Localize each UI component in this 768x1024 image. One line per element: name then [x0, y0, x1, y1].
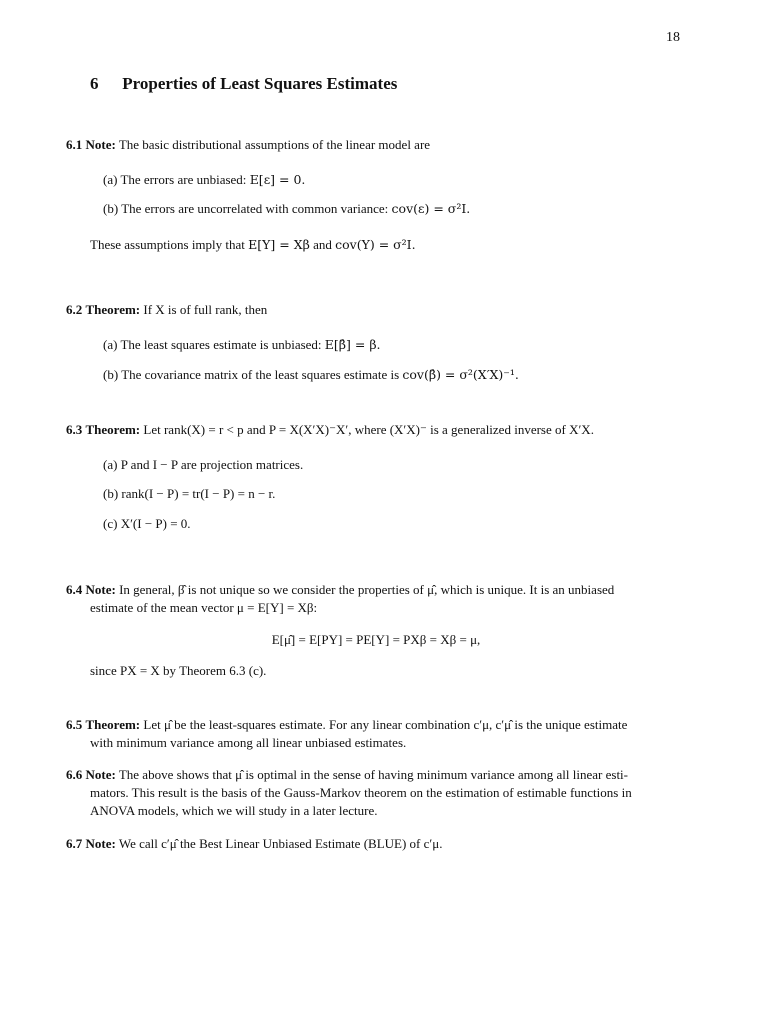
- note-6-1-label: 6.1: [66, 137, 83, 152]
- item-label: (b): [103, 201, 119, 216]
- implication-math-cov: cov(Y) = σ²I.: [335, 237, 416, 252]
- note-6-6-label: 6.6: [66, 767, 83, 782]
- theorem-6-2-item-a: [103, 336, 693, 354]
- theorem-6-3-item-c: [103, 515, 693, 533]
- note-6-4-equation: E[μ̂] = E[PY] = PE[Y] = PXβ = Xβ = μ,: [271, 632, 481, 647]
- theorem-6-5-kind: Theorem:: [85, 717, 141, 732]
- note-6-7: [66, 835, 686, 853]
- theorem-6-3: [66, 421, 686, 439]
- item-text: The covariance matrix of the least squares estimate is: [121, 367, 400, 382]
- theorem-6-2-text: If X is of full rank, then: [143, 302, 268, 317]
- item-label: (a): [103, 337, 118, 352]
- item-label: (b): [103, 367, 119, 382]
- note-6-4-label: 6.4: [66, 582, 83, 597]
- note-6-6: [66, 766, 686, 820]
- theorem-6-3-label: 6.3: [66, 422, 83, 437]
- section-heading: [90, 74, 397, 94]
- item-text: The errors are unbiased:: [120, 172, 247, 187]
- theorem-6-2-label: 6.2: [66, 302, 83, 317]
- note-6-6-line2: mators. This result is the basis of the Gauss-Markov theorem on the estimation of estimable functions in: [90, 785, 632, 800]
- note-6-4-kind: Note:: [85, 582, 116, 597]
- item-math: E[ε] = 0.: [249, 172, 306, 187]
- item-math: cov(β̂) = σ²(X′X)⁻¹.: [402, 367, 519, 382]
- theorem-6-3-item-a: [103, 456, 693, 474]
- note-6-6-kind: Note:: [85, 767, 116, 782]
- item-text: rank(I − P) = tr(I − P) = n − r.: [121, 486, 276, 501]
- note-6-1-kind: Note:: [85, 137, 116, 152]
- note-6-4-line2: estimate of the mean vector μ = E[Y] = Xβ:: [90, 600, 318, 615]
- theorem-6-3-item-b: [103, 485, 693, 503]
- theorem-6-2: [66, 301, 686, 319]
- note-6-1-item-a: [103, 171, 693, 189]
- note-6-7-text: We call c′μ̂ the Best Linear Unbiased Estimate (BLUE) of c′μ.: [118, 836, 443, 851]
- note-6-1-text: The basic distributional assumptions of the linear model are: [118, 137, 431, 152]
- theorem-6-5: [66, 716, 686, 752]
- note-6-6-line3: ANOVA models, which we will study in a later lecture.: [90, 803, 378, 818]
- note-6-6-line1: The above shows that μ̂ is optimal in the sense of having minimum variance among all linear esti-: [118, 767, 628, 782]
- section-title: Properties of Least Squares Estimates: [122, 74, 398, 93]
- theorem-6-3-kind: Theorem:: [85, 422, 141, 437]
- note-6-4: [66, 581, 686, 617]
- page-number: 18: [666, 30, 680, 45]
- implication-and: and: [313, 237, 332, 252]
- note-6-7-label: 6.7: [66, 836, 83, 851]
- theorem-6-3-text: Let rank(X) = r < p and P = X(X′X)⁻X′, where (X′X)⁻ is a generalized inverse of X′X.: [143, 422, 594, 437]
- item-label: (b): [103, 486, 119, 501]
- implication-math-mean: E[Y] = Xβ: [248, 237, 310, 252]
- theorem-6-5-line2: with minimum variance among all linear unbiased estimates.: [90, 735, 407, 750]
- section-number: 6: [90, 74, 99, 93]
- note-6-1-implication: [90, 236, 690, 254]
- item-math: cov(ε) = σ²I.: [391, 201, 471, 216]
- item-label: (a): [103, 457, 118, 472]
- note-6-1: [66, 136, 686, 154]
- theorem-6-2-kind: Theorem:: [85, 302, 141, 317]
- note-6-1-item-b: [103, 200, 693, 218]
- item-label: (c): [103, 516, 118, 531]
- theorem-6-5-label: 6.5: [66, 717, 83, 732]
- note-6-4-line1: In general, β̂ is not unique so we consider the properties of μ̂, which is unique. It is an unbiased: [119, 582, 615, 597]
- theorem-6-5-line1: Let μ̂ be the least-squares estimate. For any linear combination c′μ, c′μ̂ is the unique estimate: [143, 717, 628, 732]
- note-6-7-kind: Note:: [85, 836, 116, 851]
- item-label: (a): [103, 172, 118, 187]
- item-text: The errors are uncorrelated with common variance:: [121, 201, 389, 216]
- item-math: E[β̂] = β.: [324, 337, 381, 352]
- note-6-4-after: since PX = X by Theorem 6.3 (c).: [90, 663, 267, 678]
- item-text: P and I − P are projection matrices.: [120, 457, 304, 472]
- theorem-6-2-item-b: [103, 366, 693, 384]
- item-text: X′(I − P) = 0.: [120, 516, 191, 531]
- item-text: The least squares estimate is unbiased:: [120, 337, 322, 352]
- implication-text: These assumptions imply that: [90, 237, 245, 252]
